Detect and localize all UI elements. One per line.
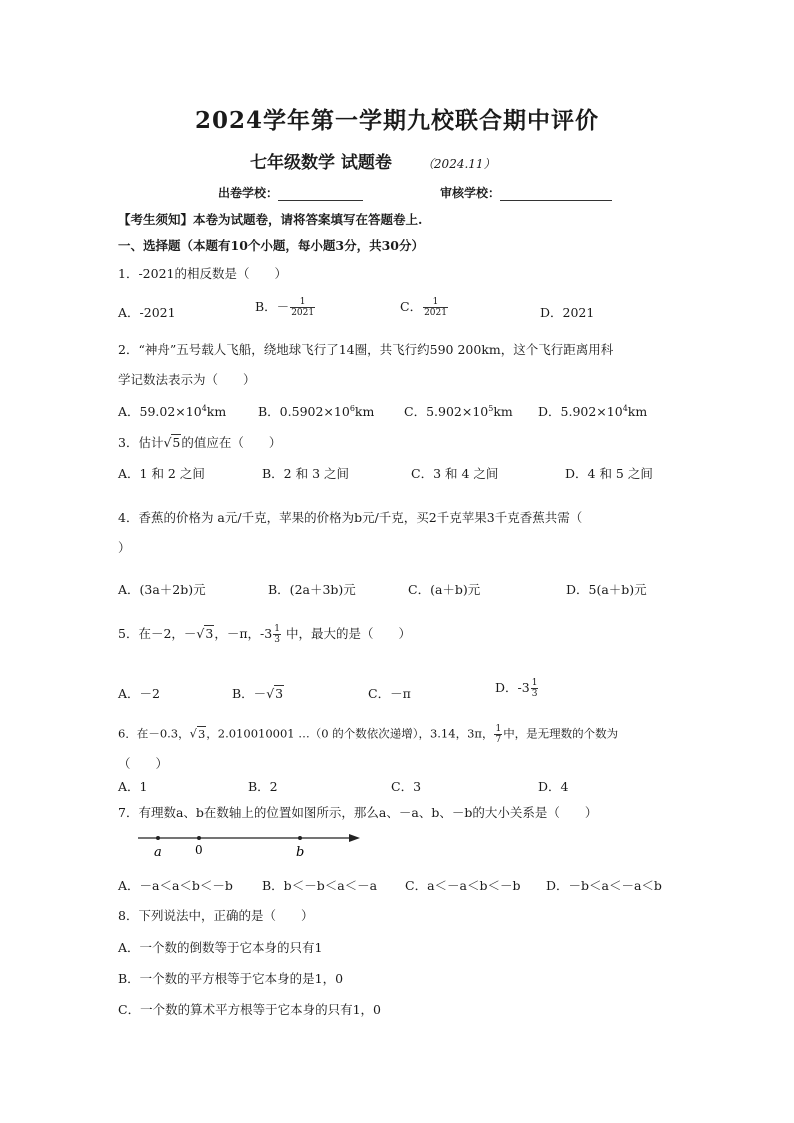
q1-option-d: D．2021 (540, 305, 595, 320)
q3-stem-post: 的值应在（ ） (181, 435, 282, 450)
q1-b-den: 2021 (291, 308, 315, 318)
number-line-arrow-icon (349, 834, 360, 842)
point-zero (197, 836, 201, 840)
q2-a-unit: km (206, 404, 227, 419)
q6-stem-post: 中，是无理数的个数为 (503, 726, 619, 741)
q4-option-d: D．5(a＋b)元 (566, 582, 647, 597)
q1-c-fraction (423, 297, 448, 318)
q1-b-fraction (290, 297, 315, 318)
q6-frac-den: 7 (495, 735, 502, 745)
q6-option-b: B．2 (248, 779, 278, 794)
q2-b-exp: 6 (349, 403, 355, 413)
q6-radicand: 3 (197, 726, 206, 741)
q2-option-a (118, 402, 226, 420)
q2-stem-line1: 2．“神舟”五号载人飞船，绕地球飞行了14圈，共飞行约590 200km，这个飞行距离用科 (118, 342, 614, 357)
q5-option-d (495, 678, 539, 699)
q2-option-c (404, 402, 513, 420)
label-b: b (296, 845, 305, 860)
q2-d-unit: km (627, 404, 648, 419)
q7-option-c: C．a＜－a＜b＜－b (405, 878, 521, 893)
q6-option-a: A．1 (118, 779, 148, 794)
q2-a-text: A．59.02×10 (118, 404, 202, 419)
q2-option-b (258, 402, 374, 420)
q5-d-num: 1 (531, 678, 538, 688)
q3-option-a: A．1 和 2 之间 (118, 466, 205, 481)
q5-fraction (273, 624, 281, 645)
q6-option-d: D．4 (538, 779, 569, 794)
q5-stem (118, 624, 411, 645)
q2-stem-line2: 学记数法表示为（ ） (118, 372, 256, 387)
q3-option-c: C．3 和 4 之间 (411, 466, 499, 481)
q7-option-a: A．－a＜a＜b＜－b (118, 878, 233, 893)
label-zero: 0 (195, 843, 203, 857)
school-check-label: 审核学校： (440, 186, 501, 200)
school-out-field (218, 184, 363, 201)
q1-c-prefix: C． (400, 299, 423, 314)
q5-stem-mid: ，－π，-3 (214, 626, 273, 641)
q7-option-b: B．b＜－b＜a＜－a (262, 878, 378, 893)
q1-stem: 1．-2021的相反数是（ ） (118, 266, 287, 281)
q6-fraction (494, 724, 502, 745)
q2-b-text: B．0.5902×10 (258, 404, 350, 419)
number-line-diagram (136, 826, 366, 860)
q2-option-d (538, 402, 647, 420)
point-a (156, 836, 160, 840)
q3-stem-pre: 3．估计 (118, 435, 164, 450)
q8-option-b: B．一个数的平方根等于它本身的是1，0 (118, 971, 344, 986)
q6-option-c: C．3 (391, 779, 422, 794)
section-heading: 一、选择题（本题有10个小题，每小题3分，共30分） (118, 238, 424, 253)
q1-option-b (255, 297, 316, 318)
q5-d-den: 3 (531, 689, 538, 699)
q4-option-c: C．(a＋b)元 (408, 582, 481, 597)
q6-frac-num: 1 (495, 724, 502, 734)
q3-radicand: 5 (172, 435, 181, 450)
school-out-label: 出卷学校： (218, 186, 279, 200)
exam-subtitle (250, 148, 496, 173)
q8-option-a: A．一个数的倒数等于它本身的只有1 (118, 940, 323, 955)
q4-stem-line2: ） (118, 540, 131, 555)
q5-frac-num: 1 (274, 624, 280, 634)
q6-stem-mid: ，2.010010001 …（0 的个数依次递增），3.14，3π， (206, 726, 494, 741)
q5-d-pre: D．-3 (495, 680, 530, 695)
q5-option-a: A．－2 (118, 686, 160, 701)
q1-b-num: 1 (290, 297, 315, 308)
q6-stem-line2: （ ） (118, 756, 169, 771)
school-check-field (440, 184, 612, 201)
q2-d-text: D．5.902×10 (538, 404, 623, 419)
q1-option-a: A．-2021 (118, 305, 176, 320)
notice: 【考生须知】本卷为试题卷，请将答案填写在答题卷上. (118, 212, 423, 227)
sqrt-icon: √ (189, 726, 197, 741)
q2-b-unit: km (354, 404, 375, 419)
q4-stem-line1: 4．香蕉的价格为 a元/千克，苹果的价格为b元/千克，买2千克苹果3千克香蕉共需（ (118, 510, 583, 525)
q7-stem: 7．有理数a、b在数轴上的位置如图所示，那么a、－a、b、－b的大小关系是（ ） (118, 805, 598, 820)
exam-title: 2024学年第一学期九校联合期中评价 (194, 107, 599, 134)
school-check-blank[interactable] (500, 188, 612, 201)
q5-stem-pre: 5．在－2，－ (118, 626, 197, 641)
q4-option-a: A．(3a＋2b)元 (118, 582, 206, 597)
school-out-blank[interactable] (278, 188, 363, 201)
q7-option-d: D．－b＜a＜－a＜b (546, 878, 662, 893)
label-a: a (154, 845, 162, 860)
q5-d-fraction (531, 678, 539, 699)
q2-c-unit: km (493, 404, 513, 419)
q5-b-pre: B．－ (232, 686, 267, 701)
q5-frac-den: 3 (274, 635, 280, 645)
q8-option-c: C．一个数的算术平方根等于它本身的只有1，0 (118, 1002, 381, 1017)
subtitle-text: 七年级数学 试题卷 (250, 153, 392, 173)
point-b (298, 836, 302, 840)
q2-d-exp: 4 (622, 403, 628, 413)
q3-option-b: B．2 和 3 之间 (262, 466, 350, 481)
q3-option-d: D．4 和 5 之间 (565, 466, 653, 481)
q2-c-exp: 5 (488, 403, 494, 413)
q5-stem-post: 中，最大的是（ ） (281, 626, 411, 641)
q5-option-c: C．－π (368, 686, 411, 701)
q5-b-radicand: 3 (275, 686, 284, 701)
q8-stem: 8．下列说法中，正确的是（ ） (118, 908, 314, 923)
q2-a-exp: 4 (201, 403, 207, 413)
q1-option-c (400, 297, 449, 318)
q4-option-b: B．(2a＋3b)元 (268, 582, 356, 597)
sqrt-icon: √ (196, 626, 205, 641)
q1-c-den: 2021 (424, 308, 447, 318)
q1-b-prefix: B．－ (255, 299, 290, 314)
q2-c-text: C．5.902×10 (404, 404, 489, 419)
q1-c-num: 1 (423, 297, 448, 308)
q6-stem (118, 724, 618, 745)
q6-stem-pre: 6．在－0.3， (118, 726, 190, 741)
sqrt-icon: √ (266, 686, 275, 701)
exam-date: （2024.11） (421, 157, 496, 171)
q5-option-b (232, 684, 284, 702)
q5-radicand: 3 (205, 626, 214, 641)
sqrt-icon: √ (163, 435, 172, 450)
q3-stem (118, 433, 281, 451)
